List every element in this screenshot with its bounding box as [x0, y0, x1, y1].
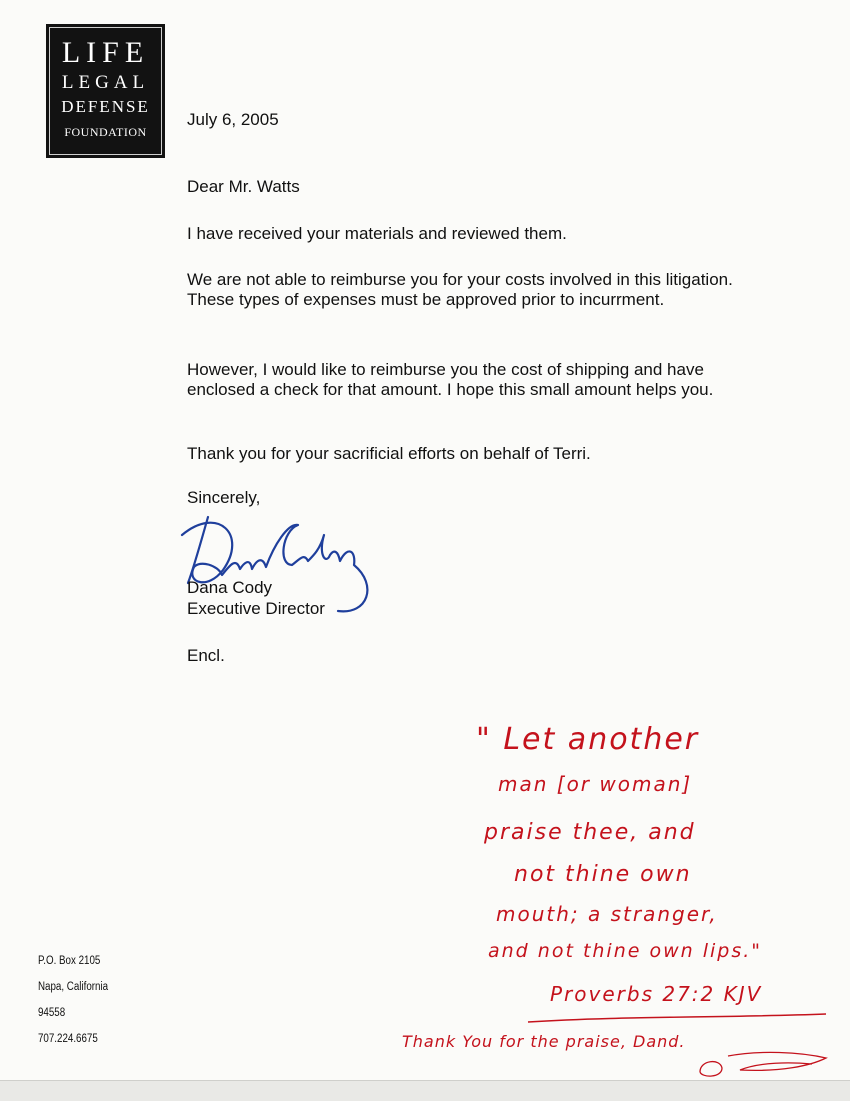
handwritten-line-6: and not thine own lips.": [488, 940, 763, 962]
letter-paragraph-3: However, I would like to reimburse you the cost of shipping and have enclosed a check for that amount. I hope this small amount helps you.: [187, 360, 714, 399]
letter-date: July 6, 2005: [187, 110, 279, 129]
handwritten-line-2: man [or woman]: [498, 772, 693, 796]
address-zip: 94558: [38, 1007, 66, 1019]
handwritten-line-8: Thank You for the praise, Dand.: [402, 1032, 686, 1051]
enclosure-note: Encl.: [187, 646, 225, 665]
handwritten-line-1: " Let another: [476, 722, 700, 757]
logo-line-life: LIFE: [61, 36, 150, 69]
letter-salutation: Dear Mr. Watts: [187, 177, 300, 196]
handwritten-line-5: mouth; a stranger,: [496, 902, 718, 926]
handwritten-line-3: praise thee, and: [484, 820, 696, 845]
address-phone: 707.224.6675: [38, 1033, 98, 1045]
handwritten-line-4: not thine own: [514, 862, 692, 887]
letter-paragraph-4: Thank you for your sacrificial efforts on behalf of Terri.: [187, 444, 591, 463]
signer-name: Dana Cody: [187, 578, 273, 597]
signer-title: Executive Director: [187, 599, 325, 618]
address-po-box: P.O. Box 2105: [38, 955, 101, 967]
logo-line-defense: DEFENSE: [61, 97, 150, 116]
handwritten-line-7: Proverbs 27:2 KJV: [550, 982, 763, 1006]
letter-paragraph-2: We are not able to reimburse you for your costs involved in this litigation. These types of expenses must be approved prior to incurrment.: [187, 270, 733, 309]
logo-line-legal: LEGAL: [61, 72, 150, 93]
address-city: Napa, California: [38, 981, 109, 993]
logo-line-foundation: FOUNDATION: [64, 125, 147, 139]
letter-closing: Sincerely,: [187, 488, 261, 507]
letter-paragraph-1: I have received your materials and reviewed them.: [187, 224, 567, 243]
